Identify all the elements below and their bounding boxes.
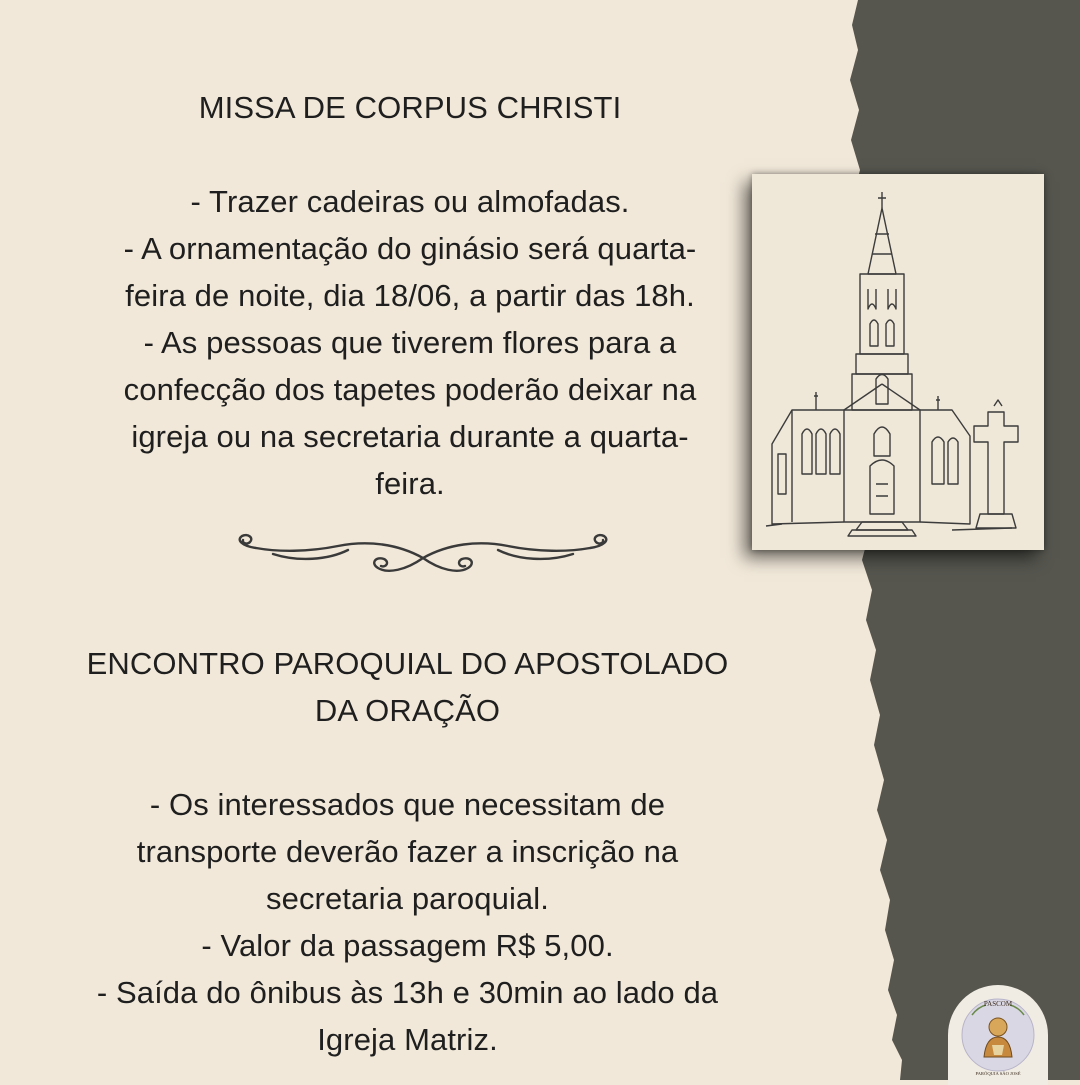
text-line: - Trazer cadeiras ou almofadas.: [190, 184, 630, 219]
text-line: - Os interessados que necessitam de: [149, 787, 666, 822]
text-line: - As pessoas que tiverem flores para a: [143, 325, 677, 360]
text-line: transporte deverão fazer a inscrição na: [136, 834, 679, 869]
section-title: MISSA DE CORPUS CHRISTI: [198, 90, 622, 125]
text-line: - Saída do ônibus às 13h e 30min ao lado da: [96, 975, 719, 1010]
apostolado-section: [75, 640, 740, 1063]
text-line: - A ornamentação do ginásio será quarta-: [123, 231, 697, 266]
church-sketch-icon: [752, 174, 1044, 550]
text-line: Igreja Matriz.: [317, 1022, 498, 1057]
logo-bottom-text: PARÓQUIA SÃO JOSÉ: [975, 1071, 1021, 1076]
text-line: feira de noite, dia 18/06, a partir das 18h.: [125, 278, 695, 313]
text-line: secretaria paroquial.: [266, 881, 549, 916]
text-line: confecção dos tapetes poderão deixar na: [123, 372, 697, 407]
pascom-logo: [948, 985, 1048, 1085]
ornamental-divider-icon: [228, 530, 618, 578]
logo-top-text: PASCOM: [983, 1000, 1013, 1008]
text-line: igreja ou na secretaria durante a quarta-: [131, 419, 689, 454]
corpus-christi-section: [80, 84, 740, 507]
section-title: DA ORAÇÃO: [314, 693, 501, 728]
section-title: ENCONTRO PAROQUIAL DO APOSTOLADO: [86, 646, 729, 681]
church-illustration-card: [752, 174, 1044, 550]
text-line: - Valor da passagem R$ 5,00.: [201, 928, 614, 963]
parish-seal-icon: [948, 985, 1048, 1085]
text-line: feira.: [375, 466, 445, 501]
